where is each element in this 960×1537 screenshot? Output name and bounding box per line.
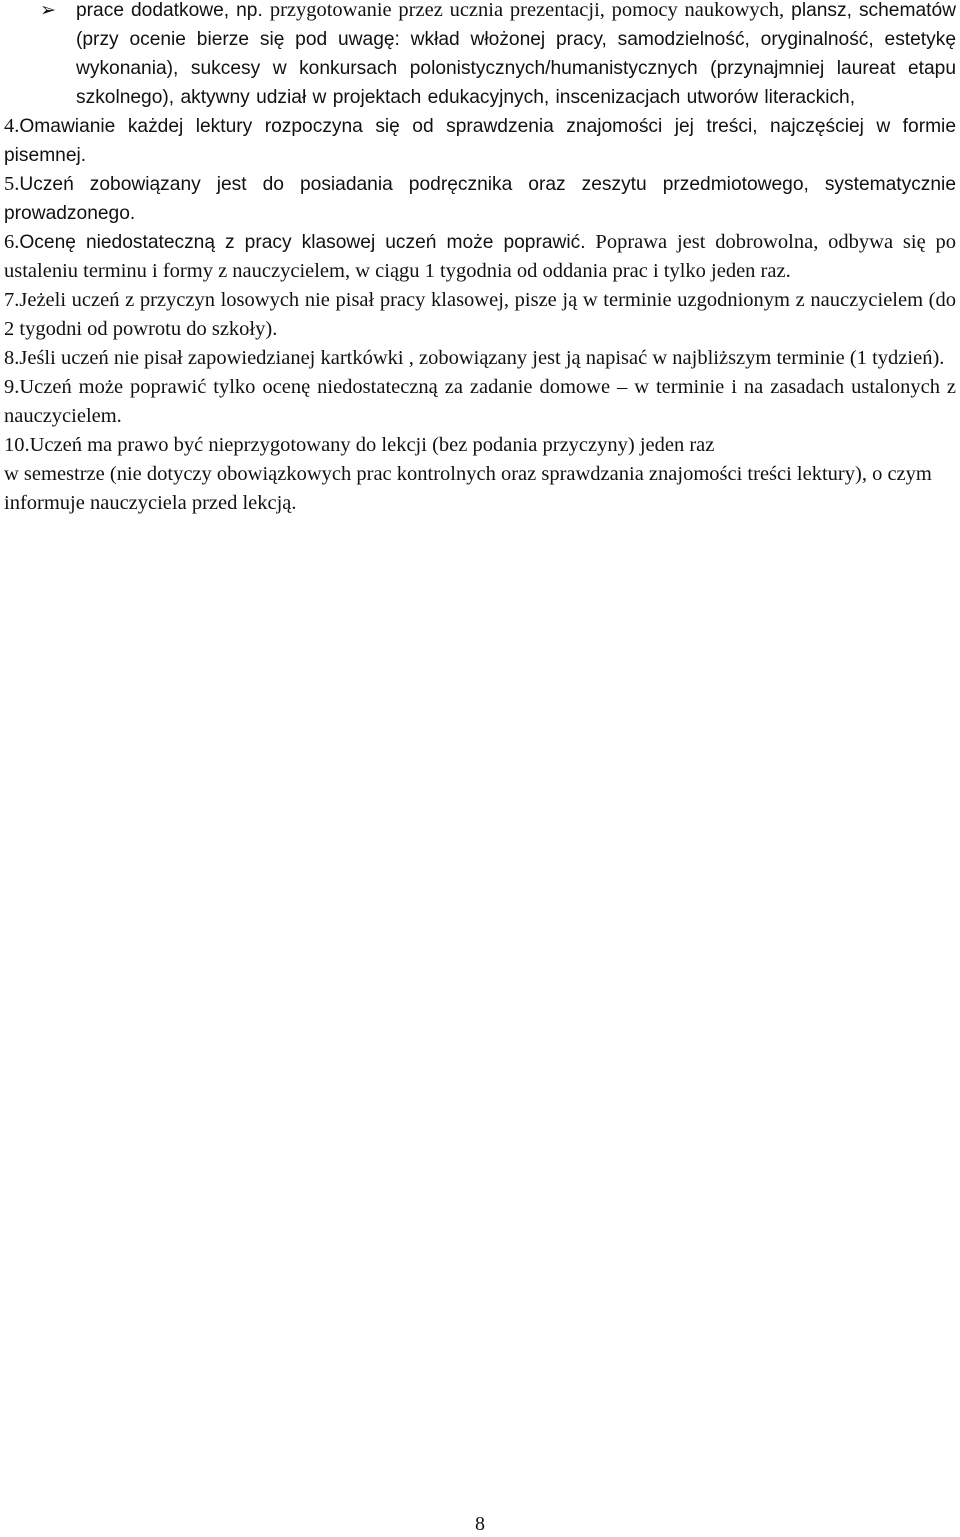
- rule-text: Uczeń zobowiązany jest do posiadania podręcznika oraz zeszytu przedmiotowego, systematycznie prowadzonego.: [4, 174, 956, 224]
- rule-number: 5.: [4, 173, 20, 195]
- rule-text: w semestrze (nie dotyczy obowiązkowych prac kontrolnych oraz sprawdzania znajomości treści lektury), o czym informuje nauczyciela przed lekcją.: [4, 463, 932, 514]
- document-body: [4, 0, 956, 518]
- bullet-lead-text: prace dodatkowe, np.: [76, 0, 263, 21]
- rule-number: 10.: [4, 434, 30, 456]
- rule-text: Jeżeli uczeń z przyczyn losowych nie pisał pracy klasowej, pisze ją w terminie uzgodnionym z nauczycielem (do 2 tygodni od powrotu do szkoły).: [4, 289, 956, 340]
- rule-number: 4.: [4, 115, 20, 137]
- rule-text: Poprawa jest dobrowolna, odbywa się po ustaleniu terminu i formy z nauczycielem, w ciągu 1 tygodnia od oddania prac i tylko jeden raz.: [4, 231, 956, 282]
- bullet-serif-text: przygotowanie przez ucznia prezentacji, pomocy naukowych,: [269, 0, 785, 21]
- rule-item-10: [4, 431, 956, 518]
- rule-item-7: [4, 286, 956, 344]
- rule-number: 7.: [4, 289, 20, 311]
- bullet-item-additional-work: [4, 0, 956, 112]
- rule-text: Uczeń może poprawić tylko ocenę niedostateczną za zadanie domowe – w terminie i na zasadach ustalonych z nauczycielem.: [4, 376, 956, 427]
- arrow-bullet-icon: ➢: [40, 0, 56, 21]
- rule-text: Omawianie każdej lektury rozpoczyna się od sprawdzenia znajomości jej treści, najczęściej w formie pisemnej.: [4, 116, 956, 166]
- rule-item-6: [4, 228, 956, 286]
- rule-item-9: [4, 373, 956, 431]
- rule-text-first-line: Uczeń ma prawo być nieprzygotowany do lekcji (bez podania przyczyny) jeden raz: [29, 434, 715, 456]
- rule-number: 9.: [4, 376, 20, 398]
- rule-item-4: [4, 112, 956, 170]
- page-number: 8: [475, 1513, 485, 1535]
- rule-item-5: [4, 170, 956, 228]
- bullet-body-text: plansz, schematów (przy ocenie bierze się pod uwagę: wkład włożonej pracy, samodzielność, oryginalność, estetykę wykonania), sukcesy w konkursach polonistycznych/humanistycznych (przynajmniej laureat etapu szkolnego), aktywny udział w projektach edukacyjnych, inscenizacjach utworów literackich,: [76, 0, 956, 108]
- rule-text: Jeśli uczeń nie pisał zapowiedzianej kartkówki , zobowiązany jest ją napisać w najbliższym terminie (1 tydzień).: [19, 347, 945, 369]
- rule-item-8: [4, 344, 956, 373]
- rule-text-sans: Ocenę niedostateczną z pracy klasowej uczeń może poprawić.: [19, 232, 586, 253]
- rule-number: 8.: [4, 347, 20, 369]
- rule-number: 6.: [4, 231, 20, 253]
